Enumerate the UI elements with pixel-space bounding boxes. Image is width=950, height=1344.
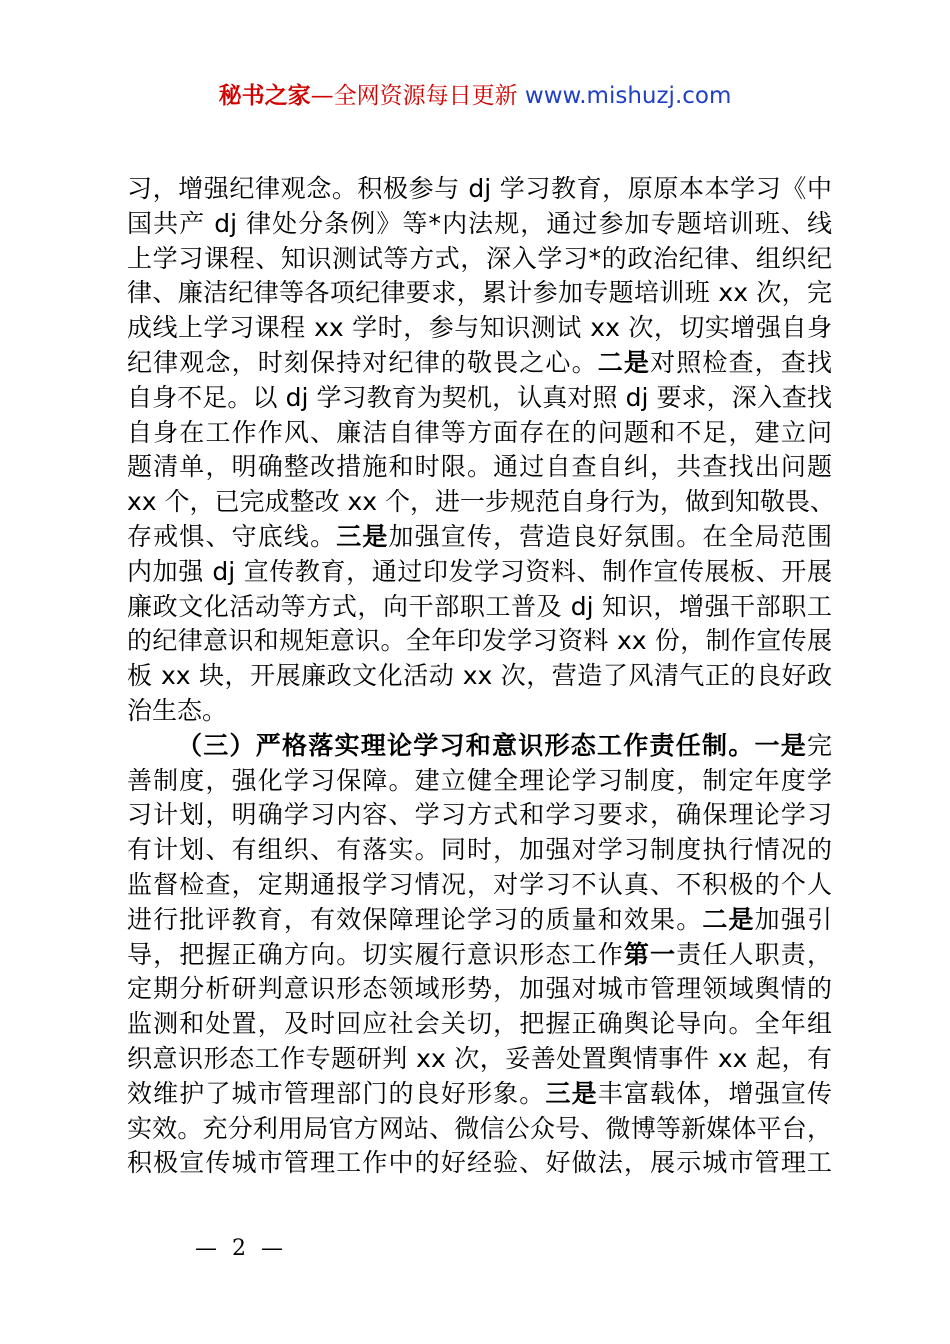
text-segment: 积极宣传城市管理工作中的好经验、好做法，展示城市管理工: [127, 1148, 832, 1178]
text-segment: 题清单，明确整改措施和时限。通过自查自纠，共查找出问题: [127, 452, 832, 482]
text-line: [127, 485, 836, 520]
bold-text-segment: 三是: [336, 521, 389, 551]
text-line: [127, 694, 832, 729]
text-line: [127, 868, 832, 903]
text-segment: 加强引: [754, 904, 832, 934]
text-segment: 廉政文化活动等方式，向干部职工普及 dj 知识，增强干部职工: [127, 591, 832, 621]
bold-text-segment: 二是: [702, 904, 755, 934]
text-segment: 律、廉洁纪律等各项纪律要求，累计参加专题培训班 xx 次，完: [127, 278, 832, 308]
text-line: [127, 590, 832, 625]
text-line: [127, 207, 832, 242]
text-segment: 内加强 dj 宣传教育，通过印发学习资料、制作宣传展板、开展: [127, 556, 832, 586]
text-line: [127, 798, 832, 833]
text-segment: 加强宣传，营造良好氛围。在全局范围: [388, 521, 832, 551]
text-line: [127, 242, 832, 277]
text-segment: 自身在工作作风、廉洁自律等方面存在的问题和不足，建立问: [127, 417, 832, 447]
text-line: [127, 833, 832, 868]
text-segment: 有计划、有组织、有落实。同时，加强对学习制度执行情况的: [127, 835, 832, 865]
page-number: — 2 —: [195, 1236, 287, 1261]
text-line: [127, 520, 832, 555]
text-segment: 习计划，明确学习内容、学习方式和学习要求，确保理论学习: [127, 800, 832, 830]
site-tagline: —全网资源每日更新: [310, 83, 518, 109]
text-segment: xx 个，已完成整改 xx 个，进一步规范自身行为，做到知敬畏、: [127, 487, 836, 517]
text-line: [127, 1007, 832, 1042]
text-segment: 丰富载体，增强宣传: [597, 1078, 832, 1108]
text-segment: 成线上学习课程 xx 学时，参与知识测试 xx 次，切实增强自身: [127, 313, 832, 343]
text-line: [127, 938, 832, 973]
text-segment: 效维护了城市管理部门的良好形象。: [127, 1078, 546, 1108]
text-segment: 上学习课程、知识测试等方式，深入学习*的政治纪律、组织纪: [127, 243, 832, 273]
text-segment: 治生态。: [127, 695, 228, 725]
text-segment: 监督检查，定期通报学习情况，对学习不认真、不积极的个人: [127, 869, 832, 899]
text-segment: 存戒惧、守底线。: [127, 521, 337, 551]
text-segment: 自身不足。以 dj 学习教育为契机，认真对照 dj 要求，深入查找: [127, 382, 832, 412]
text-line: [127, 1112, 832, 1147]
bold-text-segment: 一是: [754, 730, 807, 760]
text-segment: 进行批评教育，有效保障理论学习的质量和效果。: [127, 904, 703, 934]
text-segment: 习，增强纪律观念。积极参与 dj 学习教育，原原本本学习《中: [127, 174, 832, 203]
text-segment: 导，把握正确方向。切实履行意识形态工作: [127, 939, 624, 969]
text-line: [127, 381, 832, 416]
text-line: [127, 764, 832, 799]
text-segment: 纪律观念，时刻保持对纪律的敬畏之心。: [127, 347, 598, 377]
text-segment: 实效。充分利用局官方网站、微信公众号、微博等新媒体平台，: [127, 1113, 832, 1143]
text-segment: 责任人职责，: [676, 939, 832, 969]
text-segment: 完: [806, 730, 832, 760]
text-segment: 织意识形态工作专题研判 xx 次，妥善处置舆情事件 xx 起，有: [127, 1043, 832, 1073]
text-segment: 板 xx 块，开展廉政文化活动 xx 次，营造了风清气正的良好政: [127, 661, 832, 691]
text-line: [127, 1042, 832, 1077]
bold-text-segment: （三）严格落实理论学习和意识形态工作责任制。: [177, 730, 755, 760]
bold-text-segment: 三是: [545, 1078, 598, 1108]
text-segment: 监测和处置，及时回应社会关切，把握正确舆论导向。全年组: [127, 1009, 832, 1039]
text-line: [127, 729, 832, 764]
bold-text-segment: 第一: [623, 939, 677, 969]
bold-text-segment: 二是: [597, 347, 651, 377]
text-line: [127, 903, 832, 938]
site-url[interactable]: www.mishuzj.com: [524, 83, 732, 109]
text-line: [127, 346, 832, 381]
document-body: [127, 172, 836, 1181]
text-line: [127, 172, 832, 207]
text-line: [127, 450, 832, 485]
text-line: [127, 659, 832, 694]
text-line: [127, 1146, 832, 1181]
text-line: [127, 555, 832, 590]
text-segment: 善制度，强化学习保障。建立健全理论学习制度，制定年度学: [127, 765, 832, 795]
text-line: [127, 624, 832, 659]
text-segment: 对照检查，查找: [650, 347, 832, 377]
text-line: [127, 1077, 832, 1112]
text-segment: 的纪律意识和规矩意识。全年印发学习资料 xx 份，制作宣传展: [127, 626, 832, 656]
text-line: [127, 276, 832, 311]
text-segment: 定期分析研判意识形态领域形势，加强对城市管理领域舆情的: [127, 974, 832, 1004]
text-line: [127, 311, 832, 346]
site-brand: 秘书之家: [218, 83, 311, 109]
text-line: [127, 972, 832, 1007]
text-segment: 国共产 dj 律处分条例》等*内法规，通过参加专题培训班、线: [127, 208, 832, 238]
site-banner: [0, 80, 950, 112]
text-line: [127, 416, 832, 451]
